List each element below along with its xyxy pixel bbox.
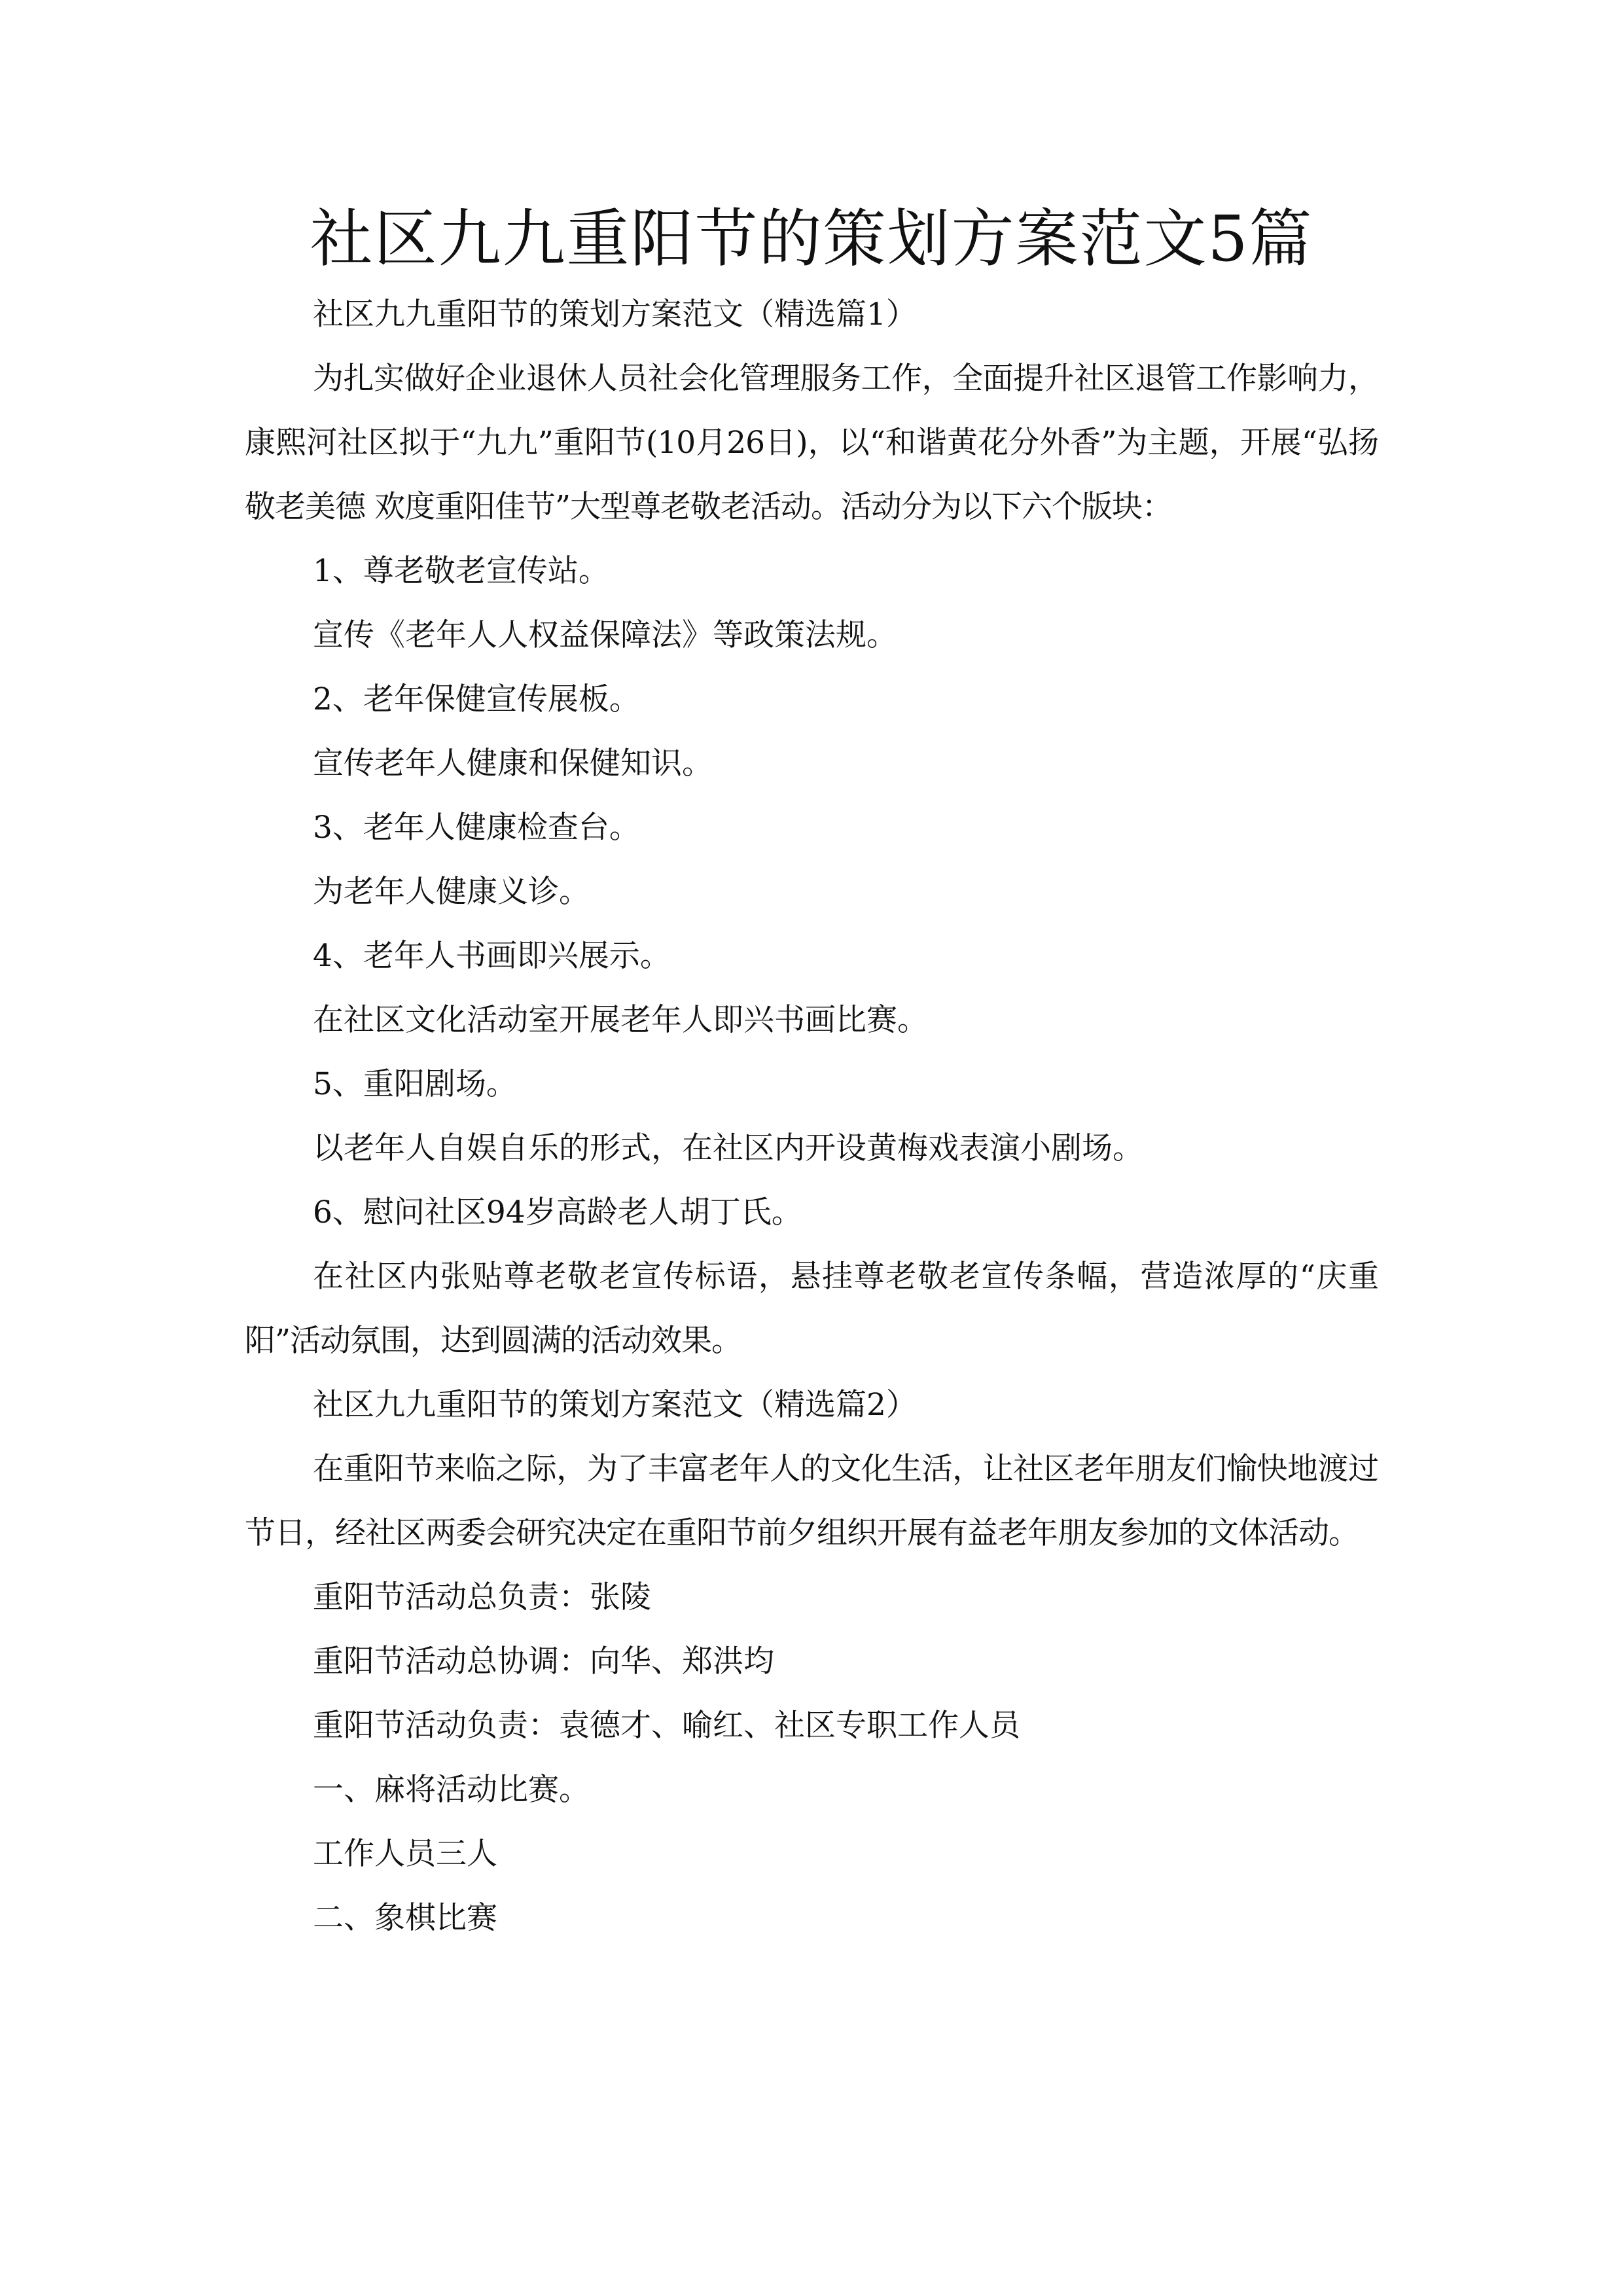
section-heading-1: 社区九九重阳节的策划方案范文（精选篇1） [313,296,917,332]
activity-item-2: 二、象棋比赛 [313,1900,497,1936]
section-heading-2: 社区九九重阳节的策划方案范文（精选篇2） [313,1387,917,1423]
list-item-4-detail: 在社区文化活动室开展老年人即兴书画比赛。 [313,1002,928,1038]
paragraph-intro-2: 在重阳节来临之际，为了丰富老年人的文化生活，让社区老年朋友们愉快地渡过节日，经社区两委会研究决定在重阳节前夕组织开展有益老年朋友参加的文体活动。 [245,1451,1378,1551]
list-item-6: 6、慰问社区94岁高龄老人胡丁氏。 [313,1194,802,1230]
coordinator-line: 重阳节活动总协调：向华、郑洪均 [313,1643,774,1679]
activity-item-1: 一、麻将活动比赛。 [313,1772,590,1808]
list-item-2: 2、老年保健宣传展板。 [313,681,640,717]
document-body [245,283,1378,1950]
lead-person-line: 重阳节活动总负责：张陵 [313,1579,651,1615]
list-item-3-detail: 为老年人健康义诊。 [313,874,590,910]
document-title: 社区九九重阳节的策划方案范文5篇 [310,202,1313,276]
list-item-1: 1、尊老敬老宣传站。 [313,553,609,589]
list-item-5-detail: 以老年人自娱自乐的形式，在社区内开设黄梅戏表演小剧场。 [313,1130,1143,1166]
list-item-1-detail: 宣传《老年人人权益保障法》等政策法规。 [313,617,897,653]
list-item-4: 4、老年人书画即兴展示。 [313,938,671,974]
responsible-line: 重阳节活动负责：袁德才、喻红、社区专职工作人员 [313,1708,1020,1744]
paragraph-closing-1: 在社区内张贴尊老敬老宣传标语，悬挂尊老敬老宣传条幅，营造浓厚的“庆重阳”活动氛围，达到圆满的活动效果。 [245,1259,1378,1359]
activity-item-1-detail: 工作人员三人 [313,1836,497,1872]
list-item-3: 3、老年人健康检查台。 [313,810,640,846]
paragraph-intro: 为扎实做好企业退休人员社会化管理服务工作，全面提升社区退管工作影响力，康熙河社区拟于“九九”重阳节(10月26日)，以“和谐黄花分外香”为主题，开展“弘扬敬老美德 欢度重阳佳节”大型尊老敬老活动。活动分为以下六个版块： [245,361,1378,525]
list-item-5: 5、重阳剧场。 [313,1066,517,1102]
list-item-2-detail: 宣传老年人健康和保健知识。 [313,745,713,781]
